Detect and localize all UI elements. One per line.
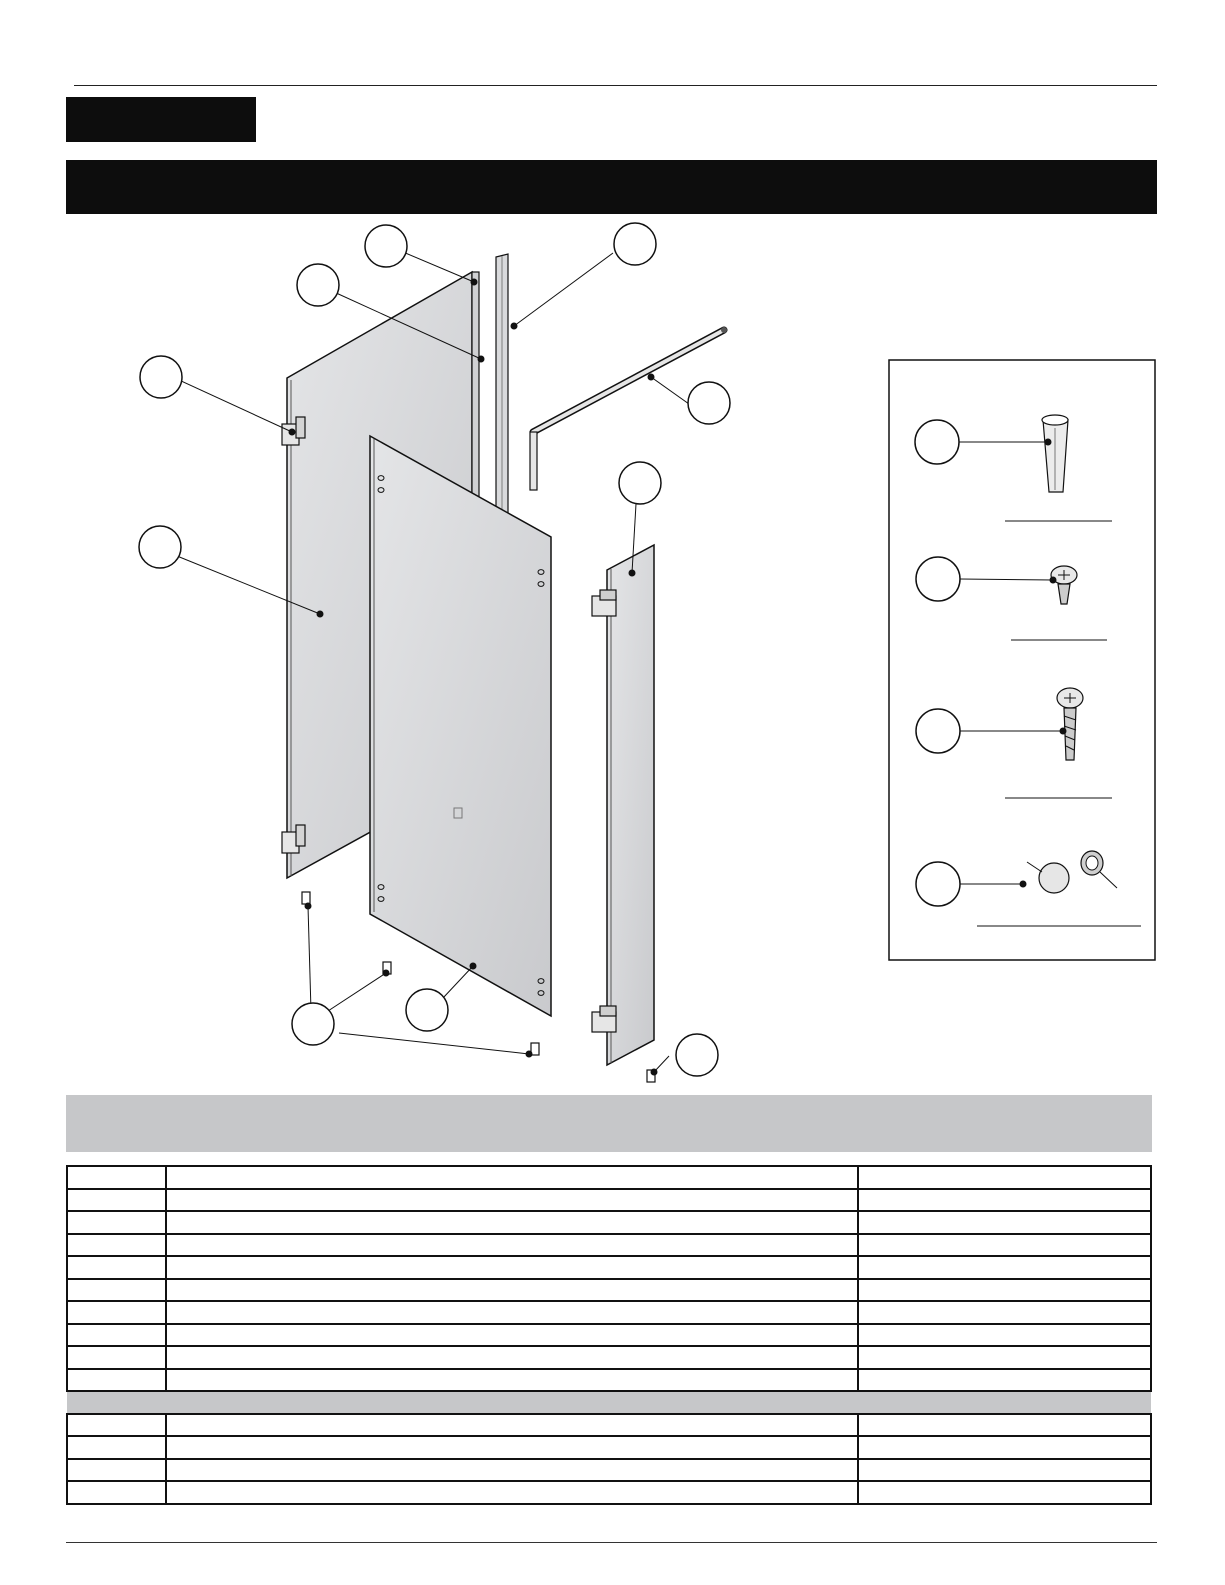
table-row: [67, 1256, 1151, 1279]
table-row: [67, 1436, 1151, 1459]
parts-table-header: [66, 1095, 1152, 1152]
exploded-diagram: [0, 215, 1225, 1085]
table-row: [67, 1301, 1151, 1324]
section-label: [66, 97, 256, 142]
return-bottom-clip: [592, 1006, 616, 1032]
table-row: [67, 1369, 1151, 1392]
table-band-row: [67, 1391, 1151, 1414]
table-row: [67, 1324, 1151, 1347]
header-part-number: [66, 1095, 165, 1152]
header-quantity: [859, 1095, 1152, 1152]
parts-table: [66, 1165, 1152, 1505]
return-top-clip: [592, 590, 616, 616]
table-row: [67, 1189, 1151, 1212]
table-row: [67, 1211, 1151, 1234]
footer-rule: [66, 1542, 1157, 1543]
table-row: [67, 1234, 1151, 1257]
table-row: [67, 1481, 1151, 1504]
front-glass-panel: [370, 436, 551, 1016]
table-row: [67, 1459, 1151, 1482]
table-row: [67, 1166, 1151, 1189]
page-title: [66, 160, 1157, 214]
table-row: [67, 1279, 1151, 1302]
hardware-box: [889, 360, 1155, 960]
table-row: [67, 1414, 1151, 1437]
top-rule: [74, 85, 1157, 86]
return-panel: [607, 545, 654, 1065]
header-description: [165, 1095, 859, 1152]
table-row: [67, 1346, 1151, 1369]
